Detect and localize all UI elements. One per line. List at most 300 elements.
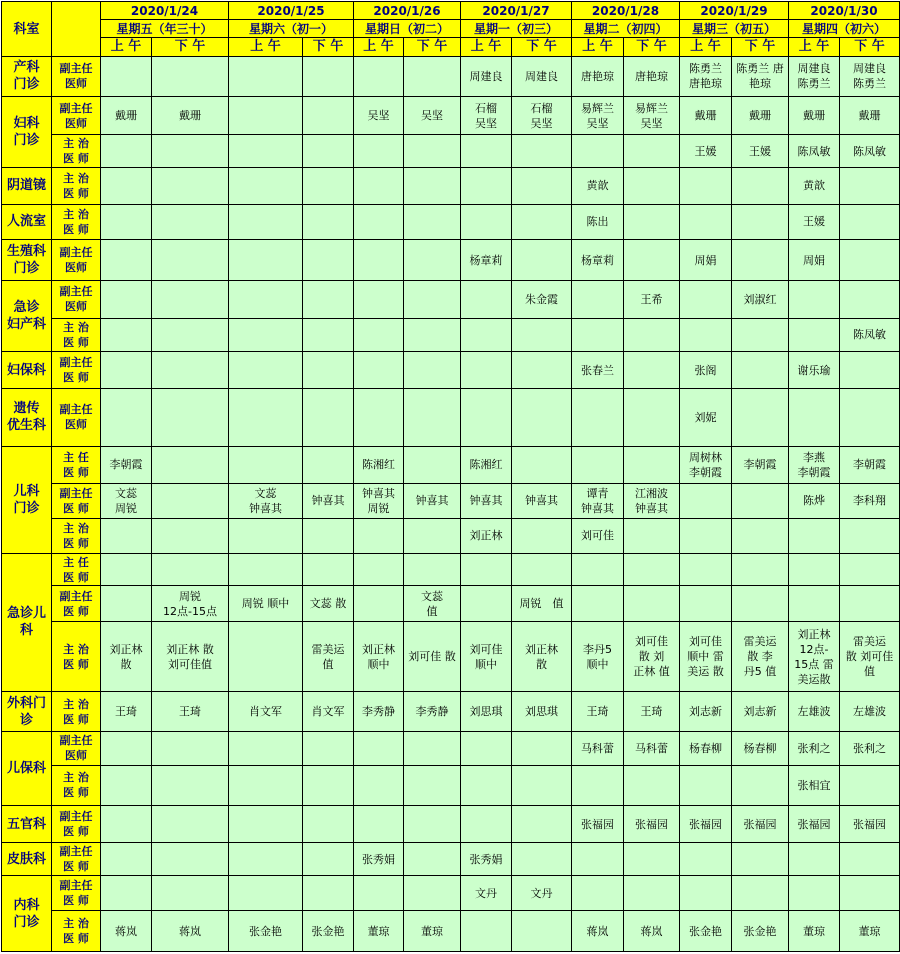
pm-shift-cell: 周锐 值: [512, 586, 572, 622]
am-shift-cell: 陈出: [572, 204, 624, 240]
am-shift-cell: [101, 842, 152, 876]
pm-shift-cell: 陈凤敏: [840, 318, 900, 352]
table-row: [2, 280, 900, 318]
pm-shift-cell: [404, 765, 461, 806]
pm-shift-cell: 李朝霞: [732, 446, 789, 483]
pm-shift-cell: 周锐 12点-15点: [152, 586, 229, 622]
am-shift-cell: 张相宜: [789, 765, 840, 806]
pm-shift-cell: 王琦: [152, 692, 229, 732]
table-header: [2, 2, 900, 57]
pm-shift-cell: [303, 842, 354, 876]
am-shift-cell: [572, 553, 624, 586]
am-shift-cell: [229, 135, 303, 168]
pm-shift-cell: [624, 765, 680, 806]
am-shift-cell: 钟喜其: [461, 483, 512, 519]
pm-shift-cell: [840, 765, 900, 806]
am-header: 上 午: [680, 38, 732, 57]
am-shift-cell: 张秀娟: [461, 842, 512, 876]
pm-shift-cell: [512, 204, 572, 240]
pm-shift-cell: 朱金霞: [512, 280, 572, 318]
pm-shift-cell: 李秀静: [404, 692, 461, 732]
table-row: [2, 57, 900, 97]
pm-shift-cell: 刘志新: [732, 692, 789, 732]
am-shift-cell: [229, 731, 303, 765]
am-shift-cell: [789, 519, 840, 554]
doctor-title-cell: 副主任 医 师: [52, 806, 101, 843]
am-shift-cell: [229, 204, 303, 240]
am-shift-cell: 张春兰: [572, 352, 624, 389]
pm-shift-cell: [303, 765, 354, 806]
corner-label: 科室: [2, 2, 52, 57]
pm-shift-cell: [624, 876, 680, 911]
pm-shift-cell: [303, 388, 354, 446]
am-shift-cell: [354, 204, 404, 240]
pm-shift-cell: 肖文军: [303, 692, 354, 732]
doctor-title-cell: 主 治 医 师: [52, 167, 101, 204]
doctor-title-cell: 副主任 医师: [52, 240, 101, 281]
pm-shift-cell: 雷美运 值: [303, 621, 354, 691]
doctor-title-cell: 副主任 医 师: [52, 483, 101, 519]
pm-shift-cell: [152, 167, 229, 204]
pm-shift-cell: [732, 352, 789, 389]
am-shift-cell: 刘正林: [461, 519, 512, 554]
am-shift-cell: [101, 553, 152, 586]
doctor-title-cell: 副主任 医 师: [52, 586, 101, 622]
pm-shift-cell: 张金艳: [303, 911, 354, 952]
am-shift-cell: [354, 553, 404, 586]
table-row: [2, 240, 900, 281]
am-shift-cell: 谢乐瑜: [789, 352, 840, 389]
am-shift-cell: 周娟: [680, 240, 732, 281]
pm-shift-cell: [512, 167, 572, 204]
pm-shift-cell: 吴坚: [404, 96, 461, 135]
am-shift-cell: 王琦: [101, 692, 152, 732]
am-shift-cell: [101, 167, 152, 204]
am-shift-cell: [680, 765, 732, 806]
table-row: [2, 483, 900, 519]
am-shift-cell: [461, 765, 512, 806]
pm-shift-cell: [152, 765, 229, 806]
pm-shift-cell: [152, 806, 229, 843]
am-shift-cell: [461, 135, 512, 168]
department-cell: 急诊 妇产科: [2, 280, 52, 351]
am-header: 上 午: [572, 38, 624, 57]
pm-shift-cell: [404, 388, 461, 446]
doctor-title-cell: 主 治 医 师: [52, 135, 101, 168]
pm-shift-cell: 戴珊: [840, 96, 900, 135]
am-shift-cell: 谭青 钟喜其: [572, 483, 624, 519]
pm-shift-cell: [512, 731, 572, 765]
am-shift-cell: 王媛: [680, 135, 732, 168]
am-shift-cell: [229, 621, 303, 691]
am-shift-cell: [354, 57, 404, 97]
pm-shift-cell: [624, 167, 680, 204]
am-shift-cell: 刘思琪: [461, 692, 512, 732]
pm-shift-cell: [303, 806, 354, 843]
am-shift-cell: 黄歆: [789, 167, 840, 204]
am-shift-cell: 王琦: [572, 692, 624, 732]
department-cell: 五官科: [2, 806, 52, 843]
pm-shift-cell: 戴珊: [152, 96, 229, 135]
pm-shift-cell: [303, 167, 354, 204]
am-shift-cell: [789, 842, 840, 876]
pm-shift-cell: 周建良: [512, 57, 572, 97]
pm-shift-cell: [732, 318, 789, 352]
pm-shift-cell: [404, 446, 461, 483]
am-shift-cell: [680, 204, 732, 240]
am-shift-cell: [789, 280, 840, 318]
am-shift-cell: [101, 765, 152, 806]
pm-shift-cell: [303, 553, 354, 586]
am-shift-cell: 周建良: [461, 57, 512, 97]
header-date-row: [2, 2, 900, 20]
weekday-header: 星期四（初六）: [789, 20, 900, 38]
department-cell: 妇科 门诊: [2, 96, 52, 167]
pm-shift-cell: [624, 553, 680, 586]
am-shift-cell: 李丹5 顺中: [572, 621, 624, 691]
pm-shift-cell: [303, 204, 354, 240]
doctor-title-cell: 副主任 医师: [52, 280, 101, 318]
am-shift-cell: [354, 765, 404, 806]
am-shift-cell: 周娟: [789, 240, 840, 281]
am-shift-cell: 文蕊 周锐: [101, 483, 152, 519]
am-shift-cell: [789, 553, 840, 586]
doctor-title-cell: 主 任 医 师: [52, 446, 101, 483]
am-shift-cell: [572, 586, 624, 622]
date-header: 2020/1/29: [680, 2, 789, 20]
pm-shift-cell: [303, 876, 354, 911]
table-row: [2, 204, 900, 240]
pm-shift-cell: [840, 519, 900, 554]
pm-shift-cell: 王希: [624, 280, 680, 318]
pm-shift-cell: [512, 553, 572, 586]
am-shift-cell: [572, 318, 624, 352]
pm-shift-cell: [404, 876, 461, 911]
am-shift-cell: [101, 240, 152, 281]
doctor-title-cell: 副主任 医 师: [52, 876, 101, 911]
department-cell: 妇保科: [2, 352, 52, 389]
am-shift-cell: [354, 240, 404, 281]
pm-shift-cell: [303, 57, 354, 97]
pm-shift-cell: [303, 446, 354, 483]
pm-shift-cell: [512, 806, 572, 843]
pm-shift-cell: [624, 842, 680, 876]
doctor-title-cell: 主 任 医 师: [52, 553, 101, 586]
pm-shift-cell: [732, 553, 789, 586]
am-shift-cell: [229, 96, 303, 135]
am-shift-cell: 钟喜其 周锐: [354, 483, 404, 519]
am-shift-cell: [354, 806, 404, 843]
pm-shift-cell: [404, 167, 461, 204]
am-shift-cell: [101, 519, 152, 554]
am-shift-cell: 张福园: [789, 806, 840, 843]
am-shift-cell: [789, 318, 840, 352]
department-cell: 遗传 优生科: [2, 388, 52, 446]
pm-shift-cell: [404, 318, 461, 352]
am-shift-cell: 周锐 顺中: [229, 586, 303, 622]
pm-shift-cell: 刘可佳 散 刘 正林 值: [624, 621, 680, 691]
am-shift-cell: [101, 731, 152, 765]
am-shift-cell: [680, 876, 732, 911]
pm-shift-cell: [152, 352, 229, 389]
am-shift-cell: [461, 167, 512, 204]
pm-shift-cell: 刘可佳 散: [404, 621, 461, 691]
doctor-title-cell: 主 治 医 师: [52, 765, 101, 806]
pm-shift-cell: 马科蕾: [624, 731, 680, 765]
am-shift-cell: 肖文军: [229, 692, 303, 732]
pm-shift-cell: 钟喜其: [303, 483, 354, 519]
am-shift-cell: 易辉兰 吴坚: [572, 96, 624, 135]
am-shift-cell: [354, 876, 404, 911]
pm-shift-cell: [840, 388, 900, 446]
am-shift-cell: [101, 876, 152, 911]
pm-shift-cell: [512, 388, 572, 446]
am-shift-cell: [572, 765, 624, 806]
pm-shift-cell: [512, 352, 572, 389]
am-shift-cell: [101, 388, 152, 446]
am-shift-cell: 黄歆: [572, 167, 624, 204]
pm-header: 下 午: [404, 38, 461, 57]
doctor-title-cell: 副主任 医 师: [52, 352, 101, 389]
am-shift-cell: [229, 57, 303, 97]
am-shift-cell: 刘正林 顺中: [354, 621, 404, 691]
am-shift-cell: [354, 352, 404, 389]
pm-shift-cell: [152, 240, 229, 281]
am-shift-cell: [461, 806, 512, 843]
pm-shift-cell: [732, 586, 789, 622]
pm-shift-cell: [152, 318, 229, 352]
am-shift-cell: [461, 388, 512, 446]
department-cell: 急诊儿 科: [2, 553, 52, 691]
am-shift-cell: [101, 806, 152, 843]
pm-shift-cell: 董琼: [840, 911, 900, 952]
pm-shift-cell: 文蕊 散: [303, 586, 354, 622]
doctor-title-cell: 主 治 医 师: [52, 519, 101, 554]
am-shift-cell: 张福园: [572, 806, 624, 843]
pm-shift-cell: [404, 842, 461, 876]
pm-shift-cell: 张利之: [840, 731, 900, 765]
pm-shift-cell: [303, 280, 354, 318]
am-shift-cell: 董琼: [789, 911, 840, 952]
header-weekday-row: [2, 20, 900, 38]
corner-blank: [52, 2, 101, 57]
pm-shift-cell: [404, 280, 461, 318]
am-shift-cell: 李秀静: [354, 692, 404, 732]
doctor-title-cell: 主 治 医 师: [52, 692, 101, 732]
am-shift-cell: 李燕 李朝霞: [789, 446, 840, 483]
pm-shift-cell: [624, 586, 680, 622]
pm-shift-cell: [624, 135, 680, 168]
pm-shift-cell: 陈凤敏: [840, 135, 900, 168]
am-shift-cell: [229, 352, 303, 389]
pm-shift-cell: [152, 204, 229, 240]
am-shift-cell: [229, 318, 303, 352]
am-shift-cell: [572, 446, 624, 483]
weekday-header: 星期六（初一）: [229, 20, 354, 38]
am-shift-cell: 刘志新: [680, 692, 732, 732]
am-shift-cell: [229, 806, 303, 843]
pm-shift-cell: 刘淑红: [732, 280, 789, 318]
pm-shift-cell: 易辉兰 吴坚: [624, 96, 680, 135]
am-shift-cell: [680, 167, 732, 204]
pm-shift-cell: [512, 842, 572, 876]
am-shift-cell: [101, 57, 152, 97]
am-shift-cell: [229, 519, 303, 554]
am-shift-cell: [461, 280, 512, 318]
pm-shift-cell: [732, 483, 789, 519]
am-shift-cell: [461, 731, 512, 765]
am-shift-cell: 马科蕾: [572, 731, 624, 765]
am-shift-cell: [461, 911, 512, 952]
pm-shift-cell: 雷美运 散 李 丹5 值: [732, 621, 789, 691]
doctor-title-cell: 副主任 医师: [52, 388, 101, 446]
header-ampm-row: [2, 38, 900, 57]
pm-shift-cell: [512, 519, 572, 554]
pm-shift-cell: [624, 446, 680, 483]
am-shift-cell: [680, 586, 732, 622]
pm-shift-cell: [840, 204, 900, 240]
pm-shift-cell: [404, 806, 461, 843]
am-shift-cell: 杨章莉: [461, 240, 512, 281]
department-cell: 阴道镜: [2, 167, 52, 204]
am-shift-cell: [101, 204, 152, 240]
doctor-title-cell: 主 治 医 师: [52, 621, 101, 691]
am-shift-cell: [354, 167, 404, 204]
am-shift-cell: [572, 280, 624, 318]
am-shift-cell: 陈湘红: [354, 446, 404, 483]
am-shift-cell: [229, 240, 303, 281]
am-shift-cell: [789, 388, 840, 446]
am-shift-cell: [354, 135, 404, 168]
table-row: [2, 318, 900, 352]
am-shift-cell: [101, 318, 152, 352]
am-shift-cell: [461, 352, 512, 389]
am-shift-cell: [101, 352, 152, 389]
pm-shift-cell: [732, 388, 789, 446]
am-shift-cell: 陈烨: [789, 483, 840, 519]
pm-shift-cell: [404, 57, 461, 97]
table-row: [2, 765, 900, 806]
am-shift-cell: [229, 280, 303, 318]
am-shift-cell: 张福园: [680, 806, 732, 843]
department-cell: 内科 门诊: [2, 876, 52, 952]
weekday-header: 星期三（初五）: [680, 20, 789, 38]
am-shift-cell: [572, 842, 624, 876]
pm-shift-cell: [732, 519, 789, 554]
am-shift-cell: 杨章莉: [572, 240, 624, 281]
pm-shift-cell: [840, 842, 900, 876]
pm-shift-cell: 张金艳: [732, 911, 789, 952]
am-shift-cell: 刘可佳 顺中 雷 美运 散: [680, 621, 732, 691]
am-shift-cell: 戴珊: [680, 96, 732, 135]
am-shift-cell: 刘正林 12点- 15点 雷 美运散: [789, 621, 840, 691]
pm-shift-cell: [624, 352, 680, 389]
pm-shift-cell: 张福园: [840, 806, 900, 843]
am-shift-cell: 吴坚: [354, 96, 404, 135]
am-shift-cell: [461, 204, 512, 240]
am-shift-cell: 文丹: [461, 876, 512, 911]
am-shift-cell: [354, 519, 404, 554]
pm-shift-cell: [624, 240, 680, 281]
am-shift-cell: [101, 280, 152, 318]
table-row: [2, 446, 900, 483]
pm-shift-cell: 陈勇兰 唐艳琼: [732, 57, 789, 97]
pm-shift-cell: 蒋岚: [624, 911, 680, 952]
table-row: [2, 621, 900, 691]
duty-schedule-table: [1, 1, 900, 952]
am-shift-cell: [354, 318, 404, 352]
pm-shift-cell: [732, 167, 789, 204]
am-shift-cell: 李朝霞: [101, 446, 152, 483]
pm-shift-cell: [840, 876, 900, 911]
pm-shift-cell: 张福园: [624, 806, 680, 843]
table-row: [2, 586, 900, 622]
am-shift-cell: 张秀娟: [354, 842, 404, 876]
pm-shift-cell: 董琼: [404, 911, 461, 952]
doctor-title-cell: 主 治 医 师: [52, 318, 101, 352]
pm-shift-cell: [152, 388, 229, 446]
pm-shift-cell: [303, 240, 354, 281]
pm-shift-cell: 雷美运 散 刘可佳 值: [840, 621, 900, 691]
pm-shift-cell: 王媛: [732, 135, 789, 168]
am-shift-cell: [680, 483, 732, 519]
pm-shift-cell: [624, 204, 680, 240]
am-shift-cell: 张金艳: [229, 911, 303, 952]
am-shift-cell: [461, 553, 512, 586]
department-cell: 儿科 门诊: [2, 446, 52, 553]
table-row: [2, 352, 900, 389]
pm-shift-cell: [152, 519, 229, 554]
am-shift-cell: 杨春柳: [680, 731, 732, 765]
table-row: [2, 911, 900, 952]
pm-shift-cell: [512, 318, 572, 352]
am-shift-cell: [354, 586, 404, 622]
am-shift-cell: 刘可佳: [572, 519, 624, 554]
pm-shift-cell: 石榴 吴坚: [512, 96, 572, 135]
am-shift-cell: [101, 135, 152, 168]
am-shift-cell: 董琼: [354, 911, 404, 952]
department-cell: 人流室: [2, 204, 52, 240]
pm-shift-cell: [303, 96, 354, 135]
date-header: 2020/1/26: [354, 2, 461, 20]
pm-shift-cell: [624, 388, 680, 446]
weekday-header: 星期二（初四）: [572, 20, 680, 38]
pm-header: 下 午: [512, 38, 572, 57]
am-shift-cell: [229, 167, 303, 204]
am-shift-cell: [572, 135, 624, 168]
pm-shift-cell: 李科翔: [840, 483, 900, 519]
doctor-title-cell: 副主任 医师: [52, 57, 101, 97]
pm-shift-cell: [732, 204, 789, 240]
table-row: [2, 519, 900, 554]
pm-shift-cell: [152, 842, 229, 876]
pm-shift-cell: 文蕊 值: [404, 586, 461, 622]
am-shift-cell: [789, 586, 840, 622]
table-row: [2, 553, 900, 586]
am-shift-cell: 陈湘红: [461, 446, 512, 483]
pm-shift-cell: [624, 519, 680, 554]
pm-shift-cell: 戴珊: [732, 96, 789, 135]
am-shift-cell: [354, 388, 404, 446]
am-header: 上 午: [461, 38, 512, 57]
department-cell: 皮肤科: [2, 842, 52, 876]
pm-header: 下 午: [624, 38, 680, 57]
am-header: 上 午: [789, 38, 840, 57]
pm-shift-cell: 钟喜其: [512, 483, 572, 519]
am-shift-cell: 石榴 吴坚: [461, 96, 512, 135]
pm-shift-cell: 钟喜其: [404, 483, 461, 519]
pm-header: 下 午: [303, 38, 354, 57]
